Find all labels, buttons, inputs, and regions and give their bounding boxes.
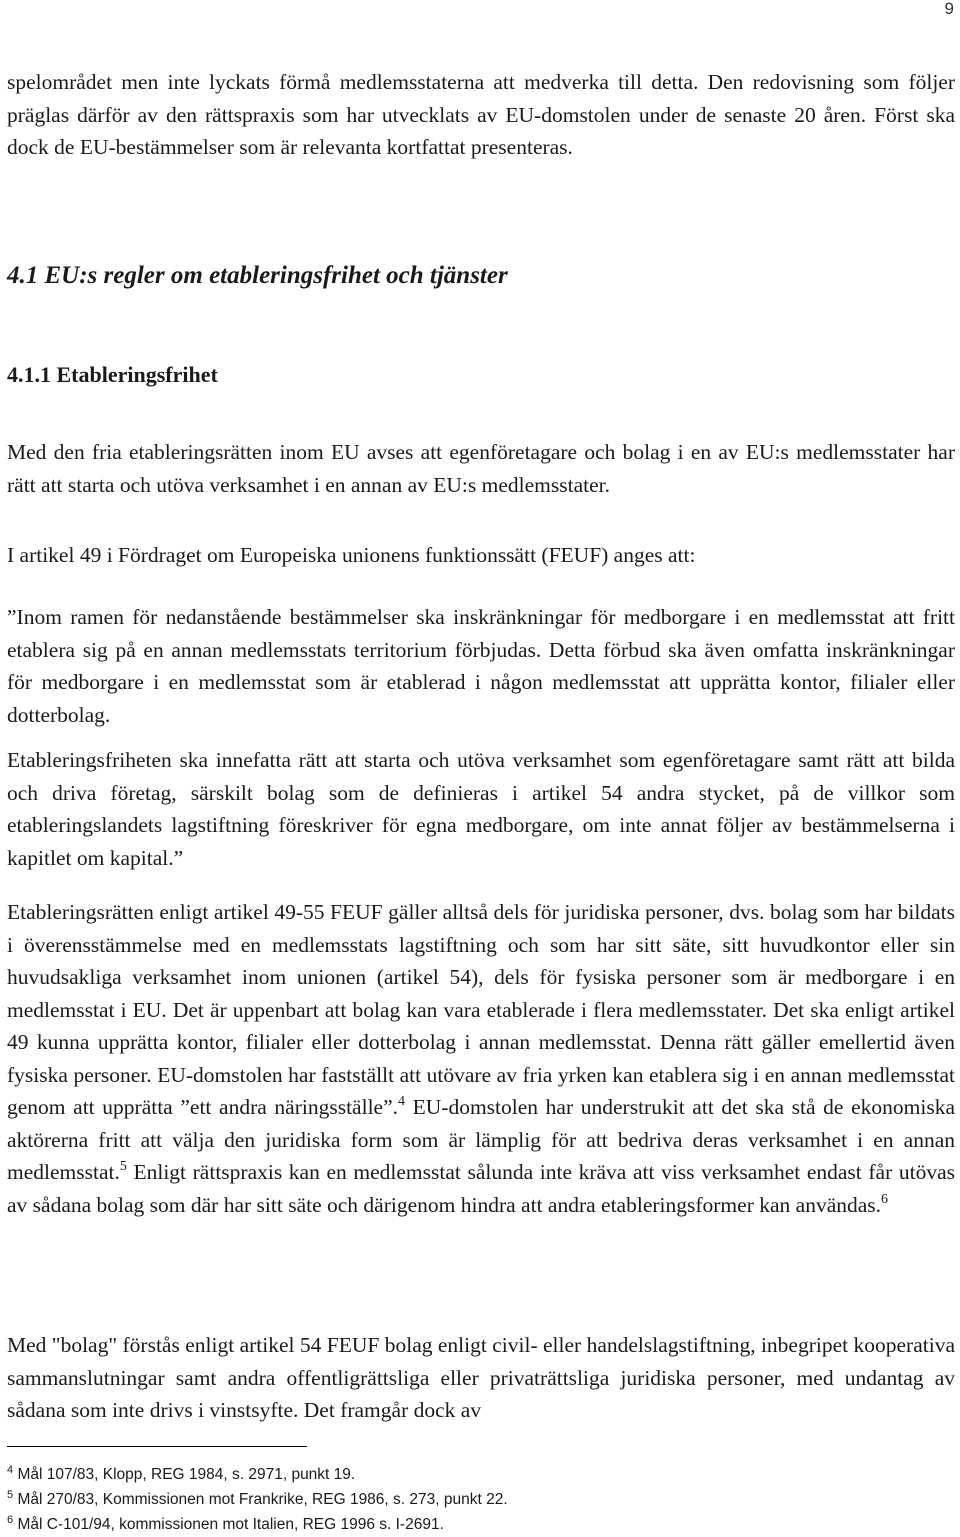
page-number: 9 (944, 0, 954, 18)
footnote-number: 5 (7, 1489, 14, 1501)
legal-text-part-3: Enligt rättspraxis kan en medlemsstat sålunda inte kräva att viss verksamhet endast får utövas av sådana bolag som där har sitt säte och därigenom hindra att andra etableringsformer kan användas. (7, 1160, 955, 1217)
footnote-text: Mål 270/83, Kommissionen mot Frankrike, REG 1986, s. 273, punkt 22. (17, 1491, 508, 1508)
footnote-separator (7, 1446, 307, 1447)
footnote-ref-4[interactable]: 4 (398, 1094, 405, 1109)
footnote-ref-5[interactable]: 5 (119, 1159, 127, 1174)
footnote-number: 4 (7, 1464, 14, 1476)
legal-text-part-1: Etableringsrätten enligt artikel 49-55 FEUF gäller alltså dels för juridiska personer, dvs. bolag som har bildats i överensstämmelse med en medlemsstats lagstiftning och som har sitt säte, sitt huvudkontor eller sin huvudsakliga verksamhet inom unionen (artikel 54), dels för fysiska personer som är medborgare i en medlemsstat i EU. Det är uppenbart att bolag kan vara etablerade i flera medlemsstater. Det ska enligt artikel 49 kunna upprätta kontor, filialer eller dotterbolag i annan medlemsstat. Denna rätt gäller emellertid även fysiska personer. EU-domstolen har fastställt att utövare av fria yrken kan etablera sig i en annan medlemsstat genom att upprätta ”ett andra näringsställe”. (7, 900, 955, 1119)
bolag-definition-paragraph: Med "bolag" förstås enligt artikel 54 FEUF bolag enligt civil- eller handelslagstiftning, inbegripet kooperativa sammanslutningar samt andra offentligrättsliga eller privaträttsliga juridiska personer, med undantag av sådana som inte drivs i vinstsyfte. Det framgår dock av (7, 1333, 955, 1422)
definition-paragraph: Med den fria etableringsrätten inom EU avses att egenföretagare och bolag i en av EU:s medlemsstater har rätt att starta och utöva verksamhet i en annan av EU:s medlemsstater. (7, 440, 955, 497)
intro-paragraph: spelområdet men inte lyckats förmå medlemsstaterna att medverka till detta. Den redovisning som följer präglas därför av den rättspraxis som har utvecklats av EU-domstolen under de senaste 20 åren. Först ska dock de EU-bestämmelser som är relevanta kortfattat presenteras. (7, 70, 955, 159)
footnote-number: 6 (7, 1514, 14, 1526)
section-heading: 4.1 EU:s regler om etableringsfrihet och tjänster (7, 262, 508, 289)
legal-persons-paragraph (7, 896, 955, 1221)
footnote-4 (7, 1465, 355, 1485)
subsection-heading: 4.1.1 Etableringsfrihet (7, 362, 218, 387)
footnote-text: Mål C-101/94, kommissionen mot Italien, REG 1996 s. I-2691. (17, 1516, 444, 1533)
quote-paragraph-1: ”Inom ramen för nedanstående bestämmelser ska inskränkningar för medborgare i en medlemsstat att fritt etablera sig på en annan medlemsstats territorium förbjudas. Detta förbud ska även omfatta inskränkningar för medborgare i en medlemsstat som är etablerad i någon medlemsstat att upprätta kontor, filialer eller dotterbolag. (7, 605, 955, 727)
footnote-6 (7, 1515, 444, 1535)
legal-text-part-2: EU-domstolen har understrukit att det ska stå de ekonomiska aktörerna fritt att välja den juridiska form som är lämplig för att bedriva deras verksamhet i en annan medlemsstat. (7, 1095, 955, 1184)
article-49-intro: I artikel 49 i Fördraget om Europeiska unionens funktionssätt (FEUF) anges att: (7, 543, 696, 567)
footnote-ref-6[interactable]: 6 (881, 1191, 889, 1207)
footnote-5 (7, 1490, 508, 1510)
footnote-text: Mål 107/83, Klopp, REG 1984, s. 2971, punkt 19. (17, 1466, 356, 1483)
quote-paragraph-2: Etableringsfriheten ska innefatta rätt att starta och utöva verksamhet som egenföretagare samt rätt att bilda och driva företag, särskilt bolag som de definieras i artikel 54 andra stycket, på de villkor som etableringslandets lagstiftning föreskriver för egna medborgare, om inte annat följer av bestämmelserna i kapitlet om kapital.” (7, 748, 955, 870)
